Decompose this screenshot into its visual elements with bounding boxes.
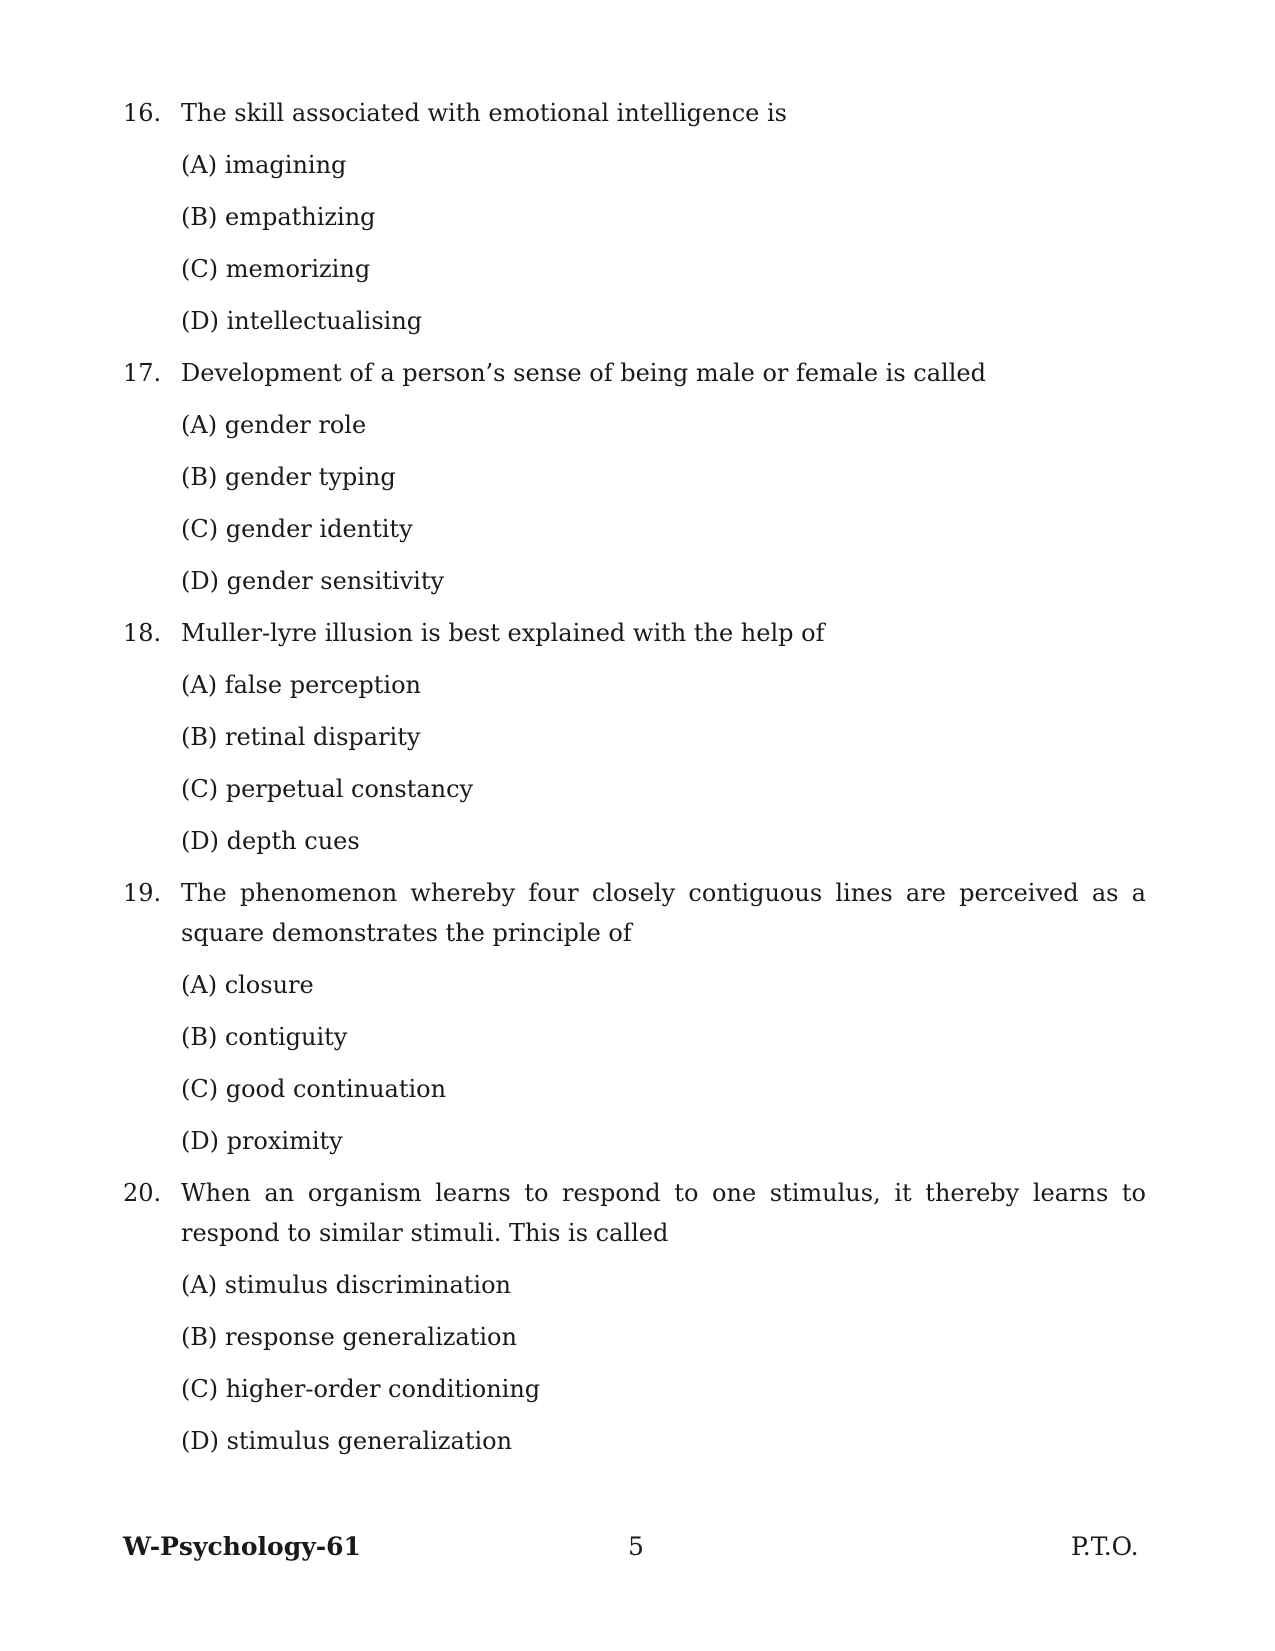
option-b: (B) empathizing <box>181 203 376 231</box>
question-text: When an organism learns to respond to one stimulus, it thereby learns to respond to similar stimuli. This is called <box>181 1179 1146 1247</box>
option-d: (D) proximity <box>181 1127 343 1155</box>
question-text: The phenomenon whereby four closely contiguous lines are perceived as a square demonstrates the principle of <box>181 879 1146 947</box>
option-c: (C) memorizing <box>181 255 371 283</box>
option-a: (A) stimulus discrimination <box>181 1271 511 1299</box>
option-d: (D) depth cues <box>181 827 360 855</box>
question-number: 17. <box>123 359 162 387</box>
option-a: (A) gender role <box>181 411 367 439</box>
paper-code: W-Psychology-61 <box>123 1532 361 1561</box>
option-b: (B) gender typing <box>181 463 396 491</box>
question-text: Muller-lyre illusion is best explained with the help of <box>181 619 825 647</box>
question-number: 20. <box>123 1179 162 1207</box>
option-c: (C) gender identity <box>181 515 413 543</box>
option-b: (B) response generalization <box>181 1323 517 1351</box>
please-turn-over: P.T.O. <box>1071 1532 1139 1561</box>
option-b: (B) contiguity <box>181 1023 348 1051</box>
option-c: (C) perpetual constancy <box>181 775 474 803</box>
option-a: (A) closure <box>181 971 314 999</box>
option-c: (C) higher-order conditioning <box>181 1375 541 1403</box>
question-number: 19. <box>123 879 162 907</box>
option-a: (A) false perception <box>181 671 421 699</box>
option-c: (C) good continuation <box>181 1075 447 1103</box>
option-b: (B) retinal disparity <box>181 723 421 751</box>
option-a: (A) imagining <box>181 151 347 179</box>
option-d: (D) stimulus generalization <box>181 1427 513 1455</box>
option-d: (D) intellectualising <box>181 307 423 335</box>
question-number: 18. <box>123 619 162 647</box>
option-d: (D) gender sensitivity <box>181 567 445 595</box>
question-number: 16. <box>123 99 162 127</box>
question-text: The skill associated with emotional intelligence is <box>181 99 787 127</box>
question-text: Development of a person’s sense of being male or female is called <box>181 359 986 387</box>
page-number: 5 <box>628 1532 644 1561</box>
